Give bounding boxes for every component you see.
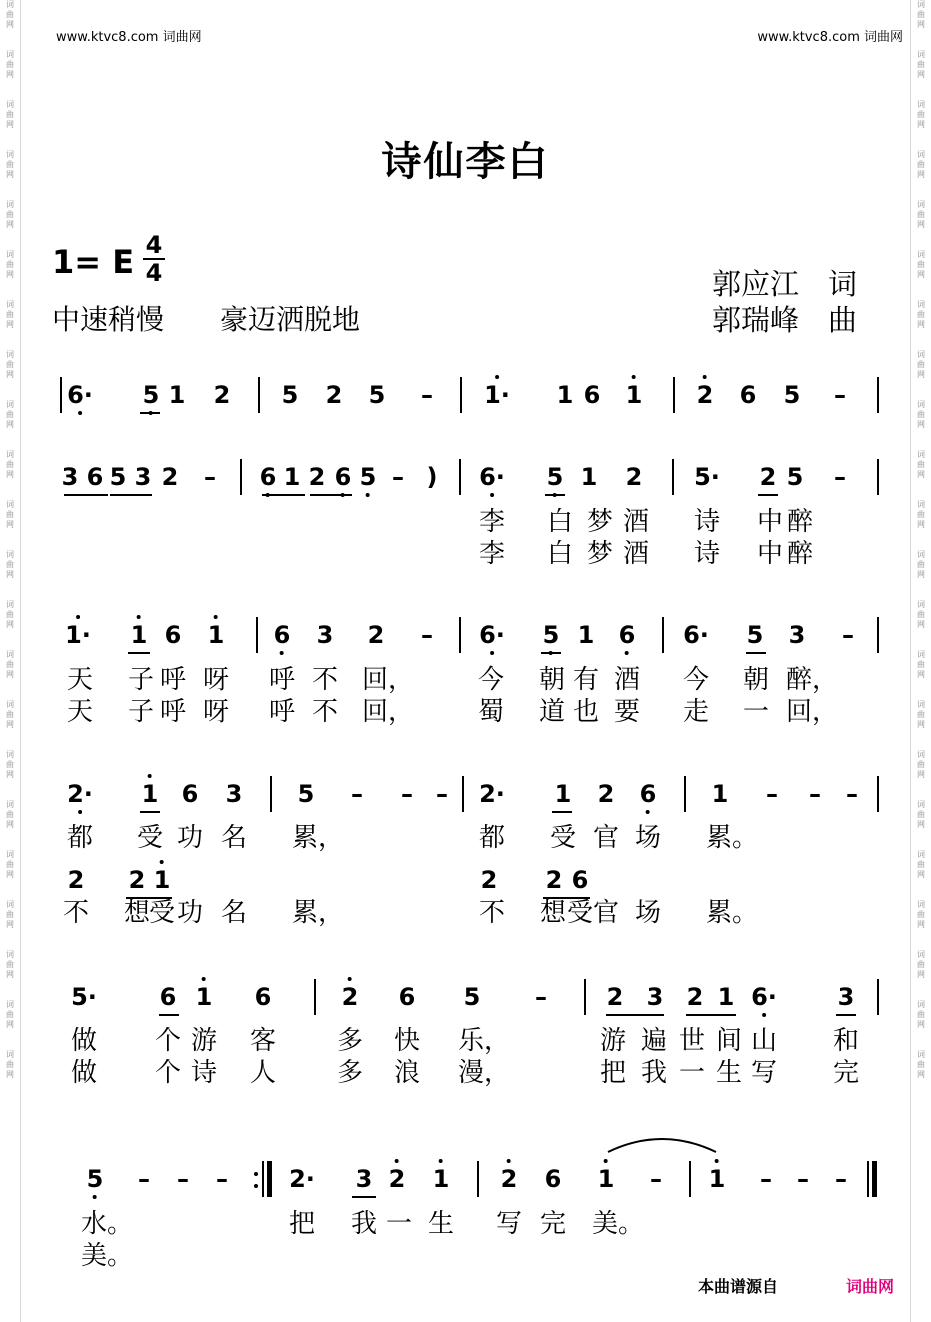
lyric-verse-1: 乐， xyxy=(457,1026,511,1056)
lyric-verse-1: 回， xyxy=(361,665,415,695)
barline xyxy=(684,776,686,812)
lyric-verse-2: 要 xyxy=(613,697,641,727)
lyric-verse-2: 呼 xyxy=(159,697,187,727)
lyric-verse-1: 受 xyxy=(549,823,577,853)
note: – xyxy=(138,1165,150,1193)
note: 2 xyxy=(389,1164,406,1194)
note: 1 xyxy=(283,463,301,491)
note: 3 xyxy=(61,463,79,491)
underline xyxy=(140,811,160,813)
lyric-verse-1: 间 xyxy=(715,1026,743,1056)
lyric-verse-2: 做 xyxy=(70,1058,98,1088)
lyric-verse-2: 累。 xyxy=(705,898,759,928)
underline xyxy=(545,494,565,496)
lyric-verse-1: 白 xyxy=(546,507,574,537)
barline-thick xyxy=(872,1161,877,1197)
lyric-verse-2: 想 xyxy=(123,898,151,928)
lyric-verse-1: 把 xyxy=(288,1209,316,1239)
note: 1 xyxy=(208,620,225,650)
lyric-verse-2: 生 xyxy=(715,1058,743,1088)
note: 6· xyxy=(479,462,505,492)
lyric-verse-1: 今 xyxy=(477,665,505,695)
lyric-verse-2: 一 xyxy=(678,1058,706,1088)
lyric-verse-1: 有 xyxy=(572,665,600,695)
note: 3 xyxy=(134,463,152,491)
note: 6· xyxy=(67,380,93,410)
lyric-verse-2: 完 xyxy=(832,1058,860,1088)
note: 2 xyxy=(342,982,359,1012)
underline xyxy=(310,494,352,496)
barline xyxy=(877,459,879,495)
note: – xyxy=(351,780,363,808)
lyric-verse-2: 梦 xyxy=(586,539,614,569)
lyric-verse-2: 累， xyxy=(291,898,345,928)
note: – xyxy=(650,1165,662,1193)
lyric-verse-2: 场 xyxy=(634,898,662,928)
lyric-verse-1: 美。 xyxy=(591,1209,645,1239)
lyric-verse-2: 人 xyxy=(249,1058,277,1088)
note: – xyxy=(766,780,778,808)
note: 1 xyxy=(131,620,148,650)
tempo-marking: 中速稍慢 豪迈洒脱地 xyxy=(52,303,361,336)
site-url-right: www.ktvc8.com 词曲网 xyxy=(757,30,903,45)
note: – xyxy=(842,621,854,649)
note: 5 xyxy=(368,381,386,409)
note: 1 xyxy=(554,780,572,808)
note: 2 xyxy=(625,463,643,491)
lyric-verse-1: 做 xyxy=(70,1026,98,1056)
note: – xyxy=(401,780,413,808)
note: – xyxy=(535,983,547,1011)
note: 2· xyxy=(479,780,505,808)
underline xyxy=(64,494,108,496)
barline xyxy=(262,1161,264,1197)
note: 5 xyxy=(746,621,764,649)
meter-bottom: 4 xyxy=(145,259,163,287)
note: 2 xyxy=(597,780,615,808)
note: 1 xyxy=(433,1164,450,1194)
lyric-verse-2: 走 xyxy=(682,697,710,727)
lyric-verse-2: 名 xyxy=(220,898,248,928)
note: 3 xyxy=(646,983,664,1011)
note: 1 xyxy=(142,779,159,809)
note: 2 xyxy=(545,866,563,894)
barline xyxy=(459,459,461,495)
time-signature xyxy=(143,233,165,285)
lyric-verse-2: 一 xyxy=(742,697,770,727)
note: 5 xyxy=(463,983,481,1011)
lyric-verse-1: 天 xyxy=(66,665,94,695)
barline xyxy=(662,617,664,653)
note: 1 xyxy=(168,381,186,409)
lyric-verse-2: 不 xyxy=(311,697,339,727)
note: 5 xyxy=(143,380,160,410)
barline xyxy=(877,617,879,653)
note: 2 xyxy=(697,380,714,410)
note: 5 xyxy=(281,381,299,409)
note: 2 xyxy=(759,463,777,491)
barline xyxy=(877,377,879,413)
note: 2 xyxy=(367,621,385,649)
note: 5· xyxy=(71,983,97,1011)
note: 5 xyxy=(360,462,377,492)
barline xyxy=(462,776,464,812)
lyric-verse-1: 世 xyxy=(678,1026,706,1056)
right-margin-watermark: 词 曲 网 词 曲 网 词 曲 网 词 曲 网 词 曲 网 词 曲 网 词 曲 网 词 曲 网 词 曲 网 词 曲 网 词 曲 网 词 曲 网 词 曲 网 词 曲 网 词 曲 网 词 曲 网 词 曲 网 词 曲 网 词 曲 网 词 曲 网 词 曲 网 词 曲 网 xyxy=(910,0,931,1322)
note: 2 xyxy=(501,1164,518,1194)
lyric-verse-2: 回， xyxy=(785,697,839,727)
lyric-verse-1: 都 xyxy=(478,823,506,853)
repeat-dot xyxy=(254,1184,258,1188)
lyric-verse-2: 呀 xyxy=(202,697,230,727)
note: 5 xyxy=(109,463,127,491)
lyric-verse-1: 水。 xyxy=(80,1209,134,1239)
lyric-verse-1: 完 xyxy=(539,1209,567,1239)
lyric-verse-1: 快 xyxy=(393,1026,421,1056)
note: 3 xyxy=(225,780,243,808)
lyric-verse-2: 道 xyxy=(538,697,566,727)
note: 6· xyxy=(479,620,505,650)
lyricist-credit: 郭应江 词 xyxy=(712,267,858,301)
tie-arc xyxy=(606,1132,718,1156)
lyric-verse-1: 累， xyxy=(291,823,345,853)
note: 1· xyxy=(65,620,91,650)
score-row xyxy=(0,982,931,1022)
note: 6 xyxy=(583,381,601,409)
note: 2 xyxy=(480,866,498,894)
key-signature: 1= E xyxy=(52,243,135,281)
lyric-verse-1: 子 xyxy=(127,665,155,695)
note: 6 xyxy=(619,620,636,650)
note: 1 xyxy=(709,1164,726,1194)
note: 6 xyxy=(274,620,291,650)
underline xyxy=(159,1014,179,1016)
lyric-verse-1: 朝 xyxy=(538,665,566,695)
note: 6 xyxy=(254,983,272,1011)
note: 5 xyxy=(297,780,315,808)
note: – xyxy=(846,780,858,808)
lyric-verse-1: 醉 xyxy=(786,507,814,537)
note: 6 xyxy=(640,779,657,809)
lyric-verse-2: 子 xyxy=(127,697,155,727)
lyric-verse-2: 受 xyxy=(566,898,594,928)
underline xyxy=(541,652,561,654)
lyric-verse-1: 梦 xyxy=(586,507,614,537)
lyric-verse-1: 朝 xyxy=(742,665,770,695)
note: 5 xyxy=(87,1164,104,1194)
note: 2 xyxy=(161,463,179,491)
score-row xyxy=(0,462,931,502)
lyric-verse-1: 诗 xyxy=(693,507,721,537)
lyric-verse-2: 醉 xyxy=(786,539,814,569)
lyric-verse-1: 生 xyxy=(427,1209,455,1239)
lyric-verse-1: 酒 xyxy=(613,665,641,695)
note: – xyxy=(809,780,821,808)
score-row xyxy=(0,380,931,420)
lyric-verse-1: 游 xyxy=(599,1026,627,1056)
lyric-verse-2: 官 xyxy=(592,898,620,928)
note: 2 xyxy=(686,983,704,1011)
note: 2 xyxy=(325,381,343,409)
note: 1 xyxy=(598,1164,615,1194)
lyric-verse-1: 我 xyxy=(350,1209,378,1239)
note: 5 xyxy=(547,462,564,492)
lyric-verse-2: 蜀 xyxy=(477,697,505,727)
lyric-verse-1: 一 xyxy=(385,1209,413,1239)
note: 6 xyxy=(164,621,182,649)
note: 1 xyxy=(717,983,735,1011)
note: 2· xyxy=(289,1165,315,1193)
lyric-verse-1: 不 xyxy=(311,665,339,695)
lyric-verse-1: 名 xyxy=(220,823,248,853)
note: 3 xyxy=(837,983,855,1011)
note: – xyxy=(392,463,404,491)
note: 6 xyxy=(398,983,416,1011)
lyric-verse-2: 白 xyxy=(546,539,574,569)
note: – xyxy=(421,381,433,409)
composer-credit: 郭瑞峰 曲 xyxy=(712,303,858,337)
note: 6 xyxy=(739,381,757,409)
barline xyxy=(60,377,62,413)
meter-top: 4 xyxy=(145,231,163,259)
underline xyxy=(262,494,305,496)
note: 1 xyxy=(556,381,574,409)
lyric-verse-1: 官 xyxy=(592,823,620,853)
lyric-verse-2: 写 xyxy=(750,1058,778,1088)
lyric-verse-2: 李 xyxy=(478,539,506,569)
lyric-verse-1: 呼 xyxy=(268,665,296,695)
lyric-verse-1: 客 xyxy=(249,1026,277,1056)
lyric-verse-2: 天 xyxy=(66,697,94,727)
note: 6 xyxy=(571,866,589,894)
lyric-verse-1: 中 xyxy=(756,507,784,537)
underline xyxy=(552,811,572,813)
note: 1 xyxy=(626,380,643,410)
lyric-verse-1: 李 xyxy=(478,507,506,537)
note: 2 xyxy=(308,463,326,491)
note: – xyxy=(216,1165,228,1193)
note: 2 xyxy=(67,866,85,894)
note: 6 xyxy=(544,1165,562,1193)
note: 2 xyxy=(213,381,231,409)
lyric-verse-2: 浪 xyxy=(393,1058,421,1088)
underline xyxy=(110,494,152,496)
lyric-verse-2: 也 xyxy=(572,697,600,727)
note: 1 xyxy=(577,621,595,649)
lyric-verse-1: 游 xyxy=(190,1026,218,1056)
underline xyxy=(758,494,778,496)
barline xyxy=(256,617,258,653)
barline xyxy=(877,776,879,812)
barline xyxy=(459,617,461,653)
score-row xyxy=(0,779,931,819)
underline xyxy=(140,412,160,414)
barline xyxy=(672,459,674,495)
note: – xyxy=(835,1165,847,1193)
note: 6 xyxy=(159,983,177,1011)
note: 2· xyxy=(67,779,93,809)
lyric-verse-2: 漫， xyxy=(457,1058,511,1088)
score-row xyxy=(0,1164,931,1204)
lyric-verse-1: 呀 xyxy=(202,665,230,695)
lyric-verse-2: 多 xyxy=(336,1058,364,1088)
lyric-verse-1: 个 xyxy=(154,1026,182,1056)
note: 6 xyxy=(181,780,199,808)
footer-source: 本曲谱源自 xyxy=(698,1277,779,1296)
note: – xyxy=(436,780,448,808)
repeat-dot xyxy=(254,1172,258,1176)
lyric-verse-1: 场 xyxy=(634,823,662,853)
barline xyxy=(584,979,586,1015)
note: – xyxy=(177,1165,189,1193)
note: – xyxy=(760,1165,772,1193)
note: 6 xyxy=(260,462,277,492)
lyric-verse-2: 个 xyxy=(154,1058,182,1088)
lyric-verse-1: 写 xyxy=(495,1209,523,1239)
note: 3 xyxy=(355,1165,373,1193)
note: – xyxy=(421,621,433,649)
barline xyxy=(689,1161,691,1197)
lyric-verse-2: 回， xyxy=(361,697,415,727)
barline xyxy=(258,377,260,413)
barline-thick xyxy=(267,1161,272,1197)
note: 1· xyxy=(484,380,510,410)
lyric-verse-1: 受 xyxy=(136,823,164,853)
note: 5 xyxy=(543,620,560,650)
barline xyxy=(270,776,272,812)
barline xyxy=(673,377,675,413)
note: 2 xyxy=(128,866,146,894)
note: 3 xyxy=(788,621,806,649)
lyric-verse-2: 酒 xyxy=(622,539,650,569)
note: 6· xyxy=(683,621,709,649)
underline xyxy=(686,1014,736,1016)
underline xyxy=(606,1014,664,1016)
note: 1 xyxy=(711,780,729,808)
lyric-verse-1: 今 xyxy=(682,665,710,695)
lyric-verse-2: 把 xyxy=(599,1058,627,1088)
lyric-verse-2: 受 xyxy=(148,898,176,928)
lyric-verse-1: 累。 xyxy=(705,823,759,853)
note: 2 xyxy=(606,983,624,1011)
site-url-left: www.ktvc8.com 词曲网 xyxy=(56,30,202,45)
note: – xyxy=(204,463,216,491)
lyric-verse-2: 诗 xyxy=(190,1058,218,1088)
barline xyxy=(240,459,242,495)
barline xyxy=(867,1161,869,1197)
lyric-verse-2: 功 xyxy=(176,898,204,928)
lyric-verse-1: 功 xyxy=(176,823,204,853)
note: – xyxy=(797,1165,809,1193)
note: 5 xyxy=(783,381,801,409)
underline xyxy=(746,652,766,654)
lyric-verse-1: 和 xyxy=(832,1026,860,1056)
lyric-verse-2: 不 xyxy=(478,898,506,928)
note: 6· xyxy=(751,982,777,1012)
lyric-verse-1: 多 xyxy=(336,1026,364,1056)
note: 6 xyxy=(335,462,352,492)
lyric-verse-1: 都 xyxy=(66,823,94,853)
barline xyxy=(460,377,462,413)
note: 5 xyxy=(786,463,804,491)
note: – xyxy=(834,463,846,491)
note: 5· xyxy=(694,463,720,491)
underline xyxy=(128,652,150,654)
underline xyxy=(352,1196,376,1198)
note: – xyxy=(834,381,846,409)
lyric-verse-2: 美。 xyxy=(80,1241,134,1271)
note: 3 xyxy=(316,621,334,649)
lyric-verse-2: 呼 xyxy=(268,697,296,727)
note: ) xyxy=(426,463,438,491)
lyric-verse-2: 想 xyxy=(539,898,567,928)
note: 1 xyxy=(196,982,213,1012)
barline xyxy=(877,979,879,1015)
song-title: 诗仙李白 xyxy=(381,138,550,185)
lyric-verse-1: 遍 xyxy=(640,1026,668,1056)
note: 1 xyxy=(154,865,171,895)
lyric-verse-2: 诗 xyxy=(693,539,721,569)
barline xyxy=(477,1161,479,1197)
score-row xyxy=(0,620,931,660)
note: 6 xyxy=(86,463,104,491)
barline xyxy=(314,979,316,1015)
lyric-verse-2: 中 xyxy=(756,539,784,569)
lyric-verse-1: 呼 xyxy=(159,665,187,695)
lyric-verse-2: 不 xyxy=(62,898,90,928)
underline xyxy=(836,1014,856,1016)
lyric-verse-2: 我 xyxy=(640,1058,668,1088)
note: 1 xyxy=(580,463,598,491)
lyric-verse-1: 酒 xyxy=(622,507,650,537)
footer-brand: 词曲网 xyxy=(846,1277,895,1296)
lyric-verse-1: 醉， xyxy=(785,665,839,695)
lyric-verse-1: 山 xyxy=(750,1026,778,1056)
left-margin-watermark: 词 曲 网 词 曲 网 词 曲 网 词 曲 网 词 曲 网 词 曲 网 词 曲 网 词 曲 网 词 曲 网 词 曲 网 词 曲 网 词 曲 网 词 曲 网 词 曲 网 词 曲 网 词 曲 网 词 曲 网 词 曲 网 词 曲 网 词 曲 网 词 曲 网 词 曲 网 xyxy=(0,0,21,1322)
